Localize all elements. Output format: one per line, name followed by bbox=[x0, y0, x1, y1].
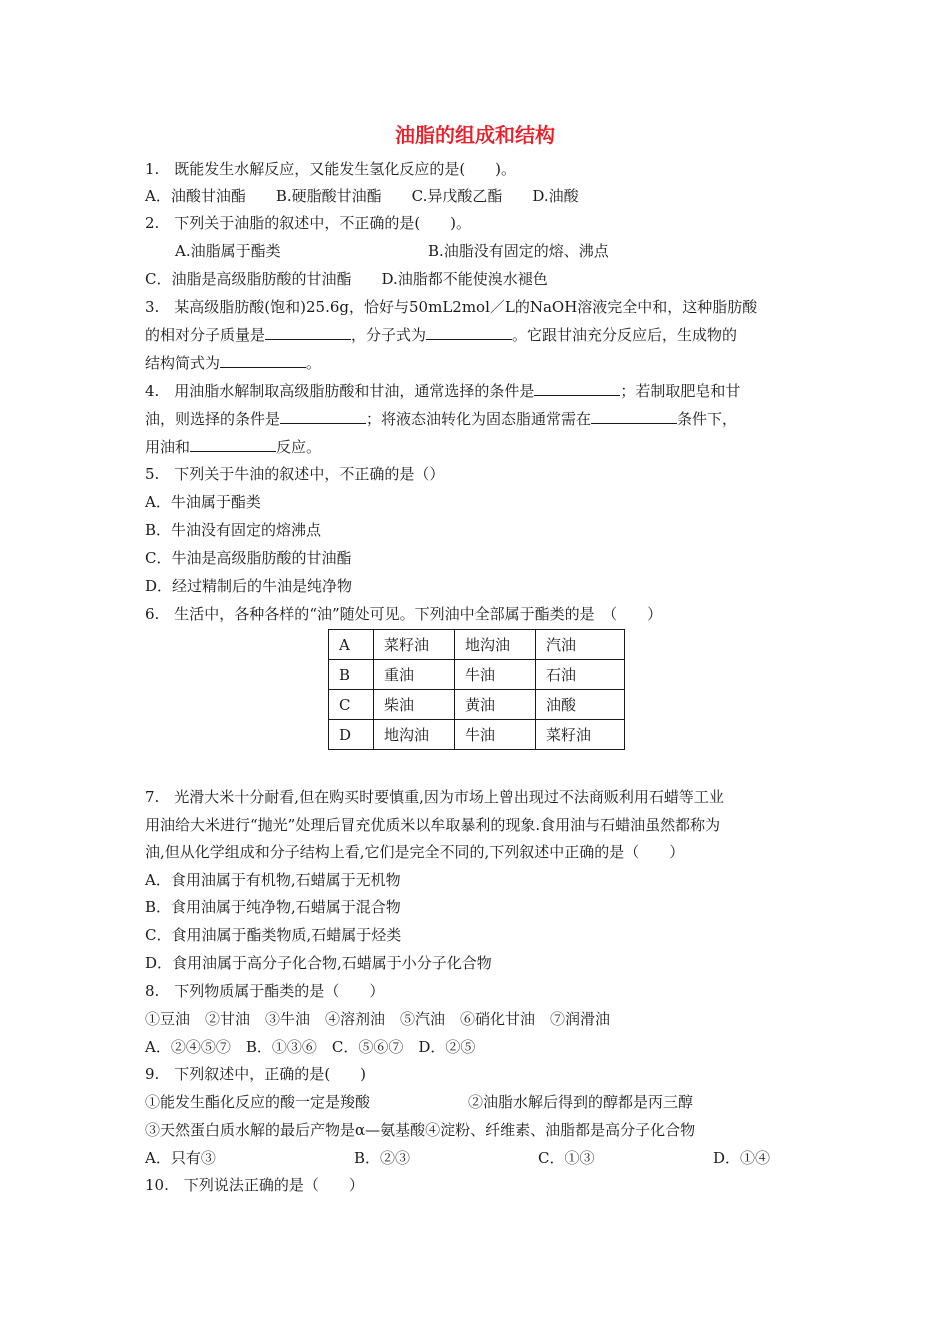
q4-text: 反应。 bbox=[276, 438, 322, 456]
q9-option-b: B．②③ bbox=[354, 1149, 411, 1167]
table-row bbox=[329, 720, 625, 750]
q4-text: ；若制取肥皂和甘 bbox=[620, 382, 741, 400]
q4-text: 油，则选择的条件是 bbox=[145, 410, 281, 428]
q7-option-c: C．食用油属于酯类物质,石蜡属于烃类 bbox=[145, 926, 402, 944]
q2-options-cd: C．油脂是高级脂肪酸的甘油酯 D.油脂都不能使溴水褪色 bbox=[145, 270, 548, 288]
q7-line-1: 7. 光滑大米十分耐看,但在购买时要慎重,因为市场上曾出现过不法商贩利用石蜡等工业 bbox=[145, 788, 724, 806]
table-cell: C bbox=[329, 690, 374, 720]
table-cell: 油酸 bbox=[536, 690, 625, 720]
q4-text: 4. 用油脂水解制取高级脂肪酸和甘油，通常选择的条件是 bbox=[145, 382, 535, 400]
q5-stem: 5. 下列关于牛油的叙述中，不正确的是（） bbox=[145, 465, 445, 483]
q1-options: A．油酸甘油酯 B.硬脂酸甘油酯 C.异戊酸乙酯 D.油酸 bbox=[145, 187, 579, 205]
table-cell: 地沟油 bbox=[374, 720, 455, 750]
q9-option-d: D．①④ bbox=[713, 1149, 771, 1167]
q9-option-c: C．①③ bbox=[538, 1149, 595, 1167]
q3-line-3 bbox=[145, 353, 321, 373]
q8-items: ①豆油 ②甘油 ③牛油 ④溶剂油 ⑤汽油 ⑥硝化甘油 ⑦润滑油 bbox=[145, 1010, 611, 1028]
answer-blank[interactable] bbox=[190, 437, 276, 452]
q8-options: A．②④⑤⑦ B．①③⑥ C．⑤⑥⑦ D．②⑤ bbox=[145, 1038, 476, 1056]
table-cell: 菜籽油 bbox=[374, 630, 455, 660]
oil-table bbox=[328, 629, 625, 750]
table-row bbox=[329, 630, 625, 660]
table-cell: 汽油 bbox=[536, 630, 625, 660]
table-cell: A bbox=[329, 630, 374, 660]
q3-text: 的相对分子质量是 bbox=[145, 326, 266, 344]
table-cell: 菜籽油 bbox=[536, 720, 625, 750]
table-cell: 石油 bbox=[536, 660, 625, 690]
answer-blank[interactable] bbox=[426, 325, 512, 340]
q2-option-b: B.油脂没有固定的熔、沸点 bbox=[428, 242, 609, 260]
q2-stem: 2. 下列关于油脂的叙述中，不正确的是( )。 bbox=[145, 214, 472, 232]
q8-stem: 8. 下列物质属于酯类的是（ ） bbox=[145, 982, 385, 1000]
q9-statement-2: ②油脂水解后得到的醇都是丙三醇 bbox=[468, 1093, 694, 1111]
q3-line-2 bbox=[145, 325, 737, 345]
q4-text: ；将液态油转化为固态脂通常需在 bbox=[366, 410, 592, 428]
table-cell: 柴油 bbox=[374, 690, 455, 720]
q4-line-2 bbox=[145, 409, 737, 429]
q5-option-d: D．经过精制后的牛油是纯净物 bbox=[145, 577, 353, 595]
answer-blank[interactable] bbox=[534, 381, 620, 396]
q7-option-b: B．食用油属于纯净物,石蜡属于混合物 bbox=[145, 898, 401, 916]
q5-option-c: C．牛油是高级脂肪酸的甘油酯 bbox=[145, 549, 352, 567]
q4-text: 用油和 bbox=[145, 438, 191, 456]
q7-option-a: A．食用油属于有机物,石蜡属于无机物 bbox=[145, 871, 401, 889]
q7-line-2: 用油给大米进行“抛光”处理后冒充优质米以牟取暴利的现象.食用油与石蜡油虽然都称为 bbox=[145, 816, 721, 834]
table-cell: D bbox=[329, 720, 374, 750]
q4-line-1 bbox=[145, 381, 740, 401]
q6-stem: 6. 生活中，各种各样的“油”随处可见。下列油中全部属于酯类的是 （ ） bbox=[145, 605, 663, 623]
table-row bbox=[329, 690, 625, 720]
q3-line-1: 3. 某高级脂肪酸(饱和)25.6g，恰好与50mL2mol／L的NaOH溶液完全中和，这种脂肪酸 bbox=[145, 298, 758, 316]
q7-line-3: 油,但从化学组成和分子结构上看,它们是完全不同的,下列叙述中正确的是（ ） bbox=[145, 843, 685, 861]
q10-stem: 10. 下列说法正确的是（ ） bbox=[145, 1176, 364, 1194]
q9-statement-1: ①能发生酯化反应的酸一定是羧酸 bbox=[145, 1093, 371, 1111]
table-cell: B bbox=[329, 660, 374, 690]
table-cell: 地沟油 bbox=[455, 630, 536, 660]
q3-text: 结构简式为 bbox=[145, 354, 221, 372]
q2-option-a: A.油脂属于酯类 bbox=[175, 242, 281, 260]
table-cell: 重油 bbox=[374, 660, 455, 690]
table-row bbox=[329, 660, 625, 690]
table-cell: 黄油 bbox=[455, 690, 536, 720]
q9-stem: 9. 下列叙述中，正确的是( ) bbox=[145, 1065, 367, 1083]
answer-blank[interactable] bbox=[591, 409, 677, 424]
q7-option-d: D．食用油属于高分子化合物,石蜡属于小分子化合物 bbox=[145, 954, 492, 972]
q4-text: 条件下， bbox=[677, 410, 738, 428]
table-cell: 牛油 bbox=[455, 660, 536, 690]
q9-option-a: A．只有③ bbox=[145, 1149, 216, 1167]
q9-statements-3-4: ③天然蛋白质水解的最后产物是α—氨基酸④淀粉、纤维素、油脂都是高分子化合物 bbox=[145, 1121, 696, 1139]
answer-blank[interactable] bbox=[280, 409, 366, 424]
q4-line-3 bbox=[145, 437, 321, 457]
answer-blank[interactable] bbox=[220, 353, 306, 368]
answer-blank[interactable] bbox=[265, 325, 351, 340]
q3-text: ，分子式为 bbox=[351, 326, 427, 344]
q5-option-b: B．牛油没有固定的熔沸点 bbox=[145, 521, 322, 539]
q1-stem: 1. 既能发生水解反应，又能发生氢化反应的是( )。 bbox=[145, 160, 517, 178]
q3-text: 。 bbox=[306, 354, 322, 372]
q5-option-a: A．牛油属于酯类 bbox=[145, 493, 261, 511]
page-title: 油脂的组成和结构 bbox=[395, 123, 555, 147]
q3-text: 。它跟甘油充分反应后，生成物的 bbox=[512, 326, 738, 344]
table-cell: 牛油 bbox=[455, 720, 536, 750]
